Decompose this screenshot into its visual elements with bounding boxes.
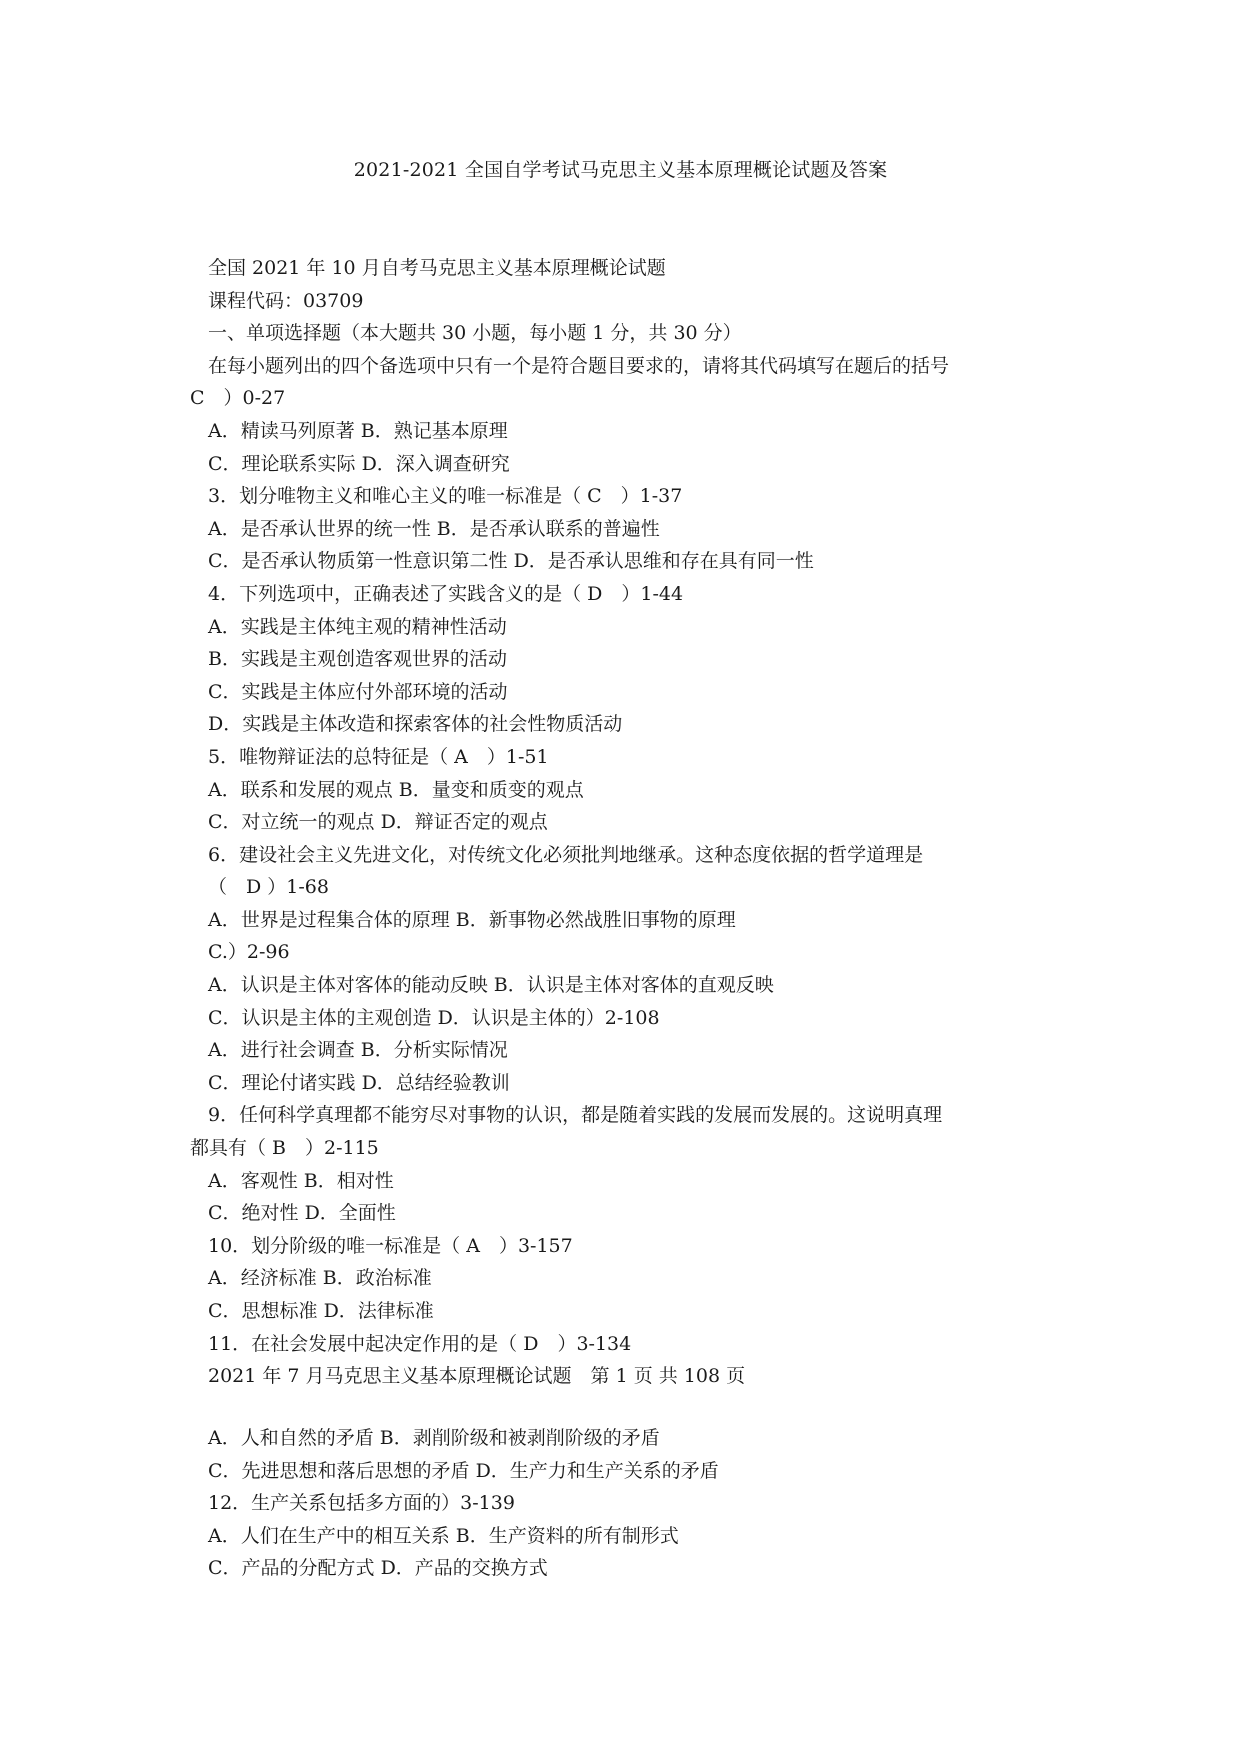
- text-line: C．认识是主体的主观创造 D．认识是主体的）2-108: [208, 1006, 660, 1029]
- text-line: C ）0-27: [190, 387, 286, 410]
- text-line: 全国 2021 年 10 月自考马克思主义基本原理概论试题: [208, 257, 666, 279]
- text-line: 一、单项选择题（本大题共 30 小题，每小题 1 分，共 30 分）: [208, 322, 742, 345]
- text-line: C.）2-96: [208, 941, 290, 964]
- text-line: 9．任何科学真理都不能穷尽对事物的认识，都是随着实践的发展而发展的。这说明真理: [208, 1104, 943, 1127]
- text-line: 6．建设社会主义先进文化，对传统文化必须批判地继承。这种态度依据的哲学道理是: [208, 843, 924, 866]
- text-line: 课程代码：03709: [208, 289, 364, 312]
- text-line: 都具有（ B ）2-115: [190, 1137, 379, 1160]
- text-line: A．人和自然的矛盾 B．剥削阶级和被剥削阶级的矛盾: [208, 1427, 660, 1449]
- text-line: A．精读马列原著 B．熟记基本原理: [208, 419, 508, 442]
- question-block: [190, 1422, 1070, 1585]
- page-footer: 2021 年 7 月马克思主义基本原理概论试题 第 1 页 共 108 页: [208, 1365, 746, 1388]
- text-line: C．理论付诸实践 D．总结经验教训: [208, 1071, 510, 1094]
- text-line: C．产品的分配方式 D．产品的交换方式: [208, 1557, 548, 1580]
- text-line: A．经济标准 B．政治标准: [208, 1267, 432, 1290]
- text-line: 5．唯物辩证法的总特征是（ A ）1-51: [208, 745, 549, 768]
- text-line: 在每小题列出的四个备选项中只有一个是符合题目要求的，请将其代码填写在题后的括号: [208, 354, 950, 377]
- text-line: （ D ）1-68: [208, 876, 329, 899]
- text-line: C．绝对性 D．全面性: [208, 1202, 396, 1225]
- text-line: 4．下列选项中，正确表述了实践含义的是（ D ）1-44: [208, 582, 684, 605]
- text-line: 10．划分阶级的唯一标准是（ A ）3-157: [208, 1234, 573, 1257]
- question-block: [190, 252, 1070, 1393]
- text-line: A．进行社会调查 B．分析实际情况: [208, 1039, 508, 1062]
- text-line: A．人们在生产中的相互关系 B．生产资料的所有制形式: [208, 1524, 679, 1547]
- text-line: C．理论联系实际 D．深入调查研究: [208, 452, 510, 475]
- text-line: A．实践是主体纯主观的精神性活动: [208, 615, 507, 638]
- text-line: C．是否承认物质第一性意识第二性 D．是否承认思维和存在具有同一性: [208, 550, 814, 573]
- text-line: 12．生产关系包括多方面的）3-139: [208, 1492, 515, 1515]
- text-line: A．客观性 B．相对性: [208, 1169, 394, 1192]
- text-line: D．实践是主体改造和探索客体的社会性物质活动: [208, 713, 623, 736]
- text-line: A．认识是主体对客体的能动反映 B．认识是主体对客体的直观反映: [208, 974, 774, 997]
- text-line: C．实践是主体应付外部环境的活动: [208, 680, 508, 703]
- text-line: 3．划分唯物主义和唯心主义的唯一标准是（ C ）1-37: [208, 485, 683, 508]
- text-line: 11．在社会发展中起决定作用的是（ D ）3-134: [208, 1332, 632, 1355]
- text-line: C．思想标准 D．法律标准: [208, 1300, 434, 1322]
- text-line: A．联系和发展的观点 B．量变和质变的观点: [208, 778, 584, 801]
- text-line: C．对立统一的观点 D．辩证否定的观点: [208, 811, 548, 834]
- text-line: A．是否承认世界的统一性 B．是否承认联系的普遍性: [208, 517, 660, 540]
- text-line: B．实践是主观创造客观世界的活动: [208, 648, 507, 671]
- text-line: C．先进思想和落后思想的矛盾 D．生产力和生产关系的矛盾: [208, 1459, 719, 1482]
- document-title: 2021-2021 全国自学考试马克思主义基本原理概论试题及答案: [353, 159, 888, 181]
- text-line: A．世界是过程集合体的原理 B．新事物必然战胜旧事物的原理: [208, 908, 736, 931]
